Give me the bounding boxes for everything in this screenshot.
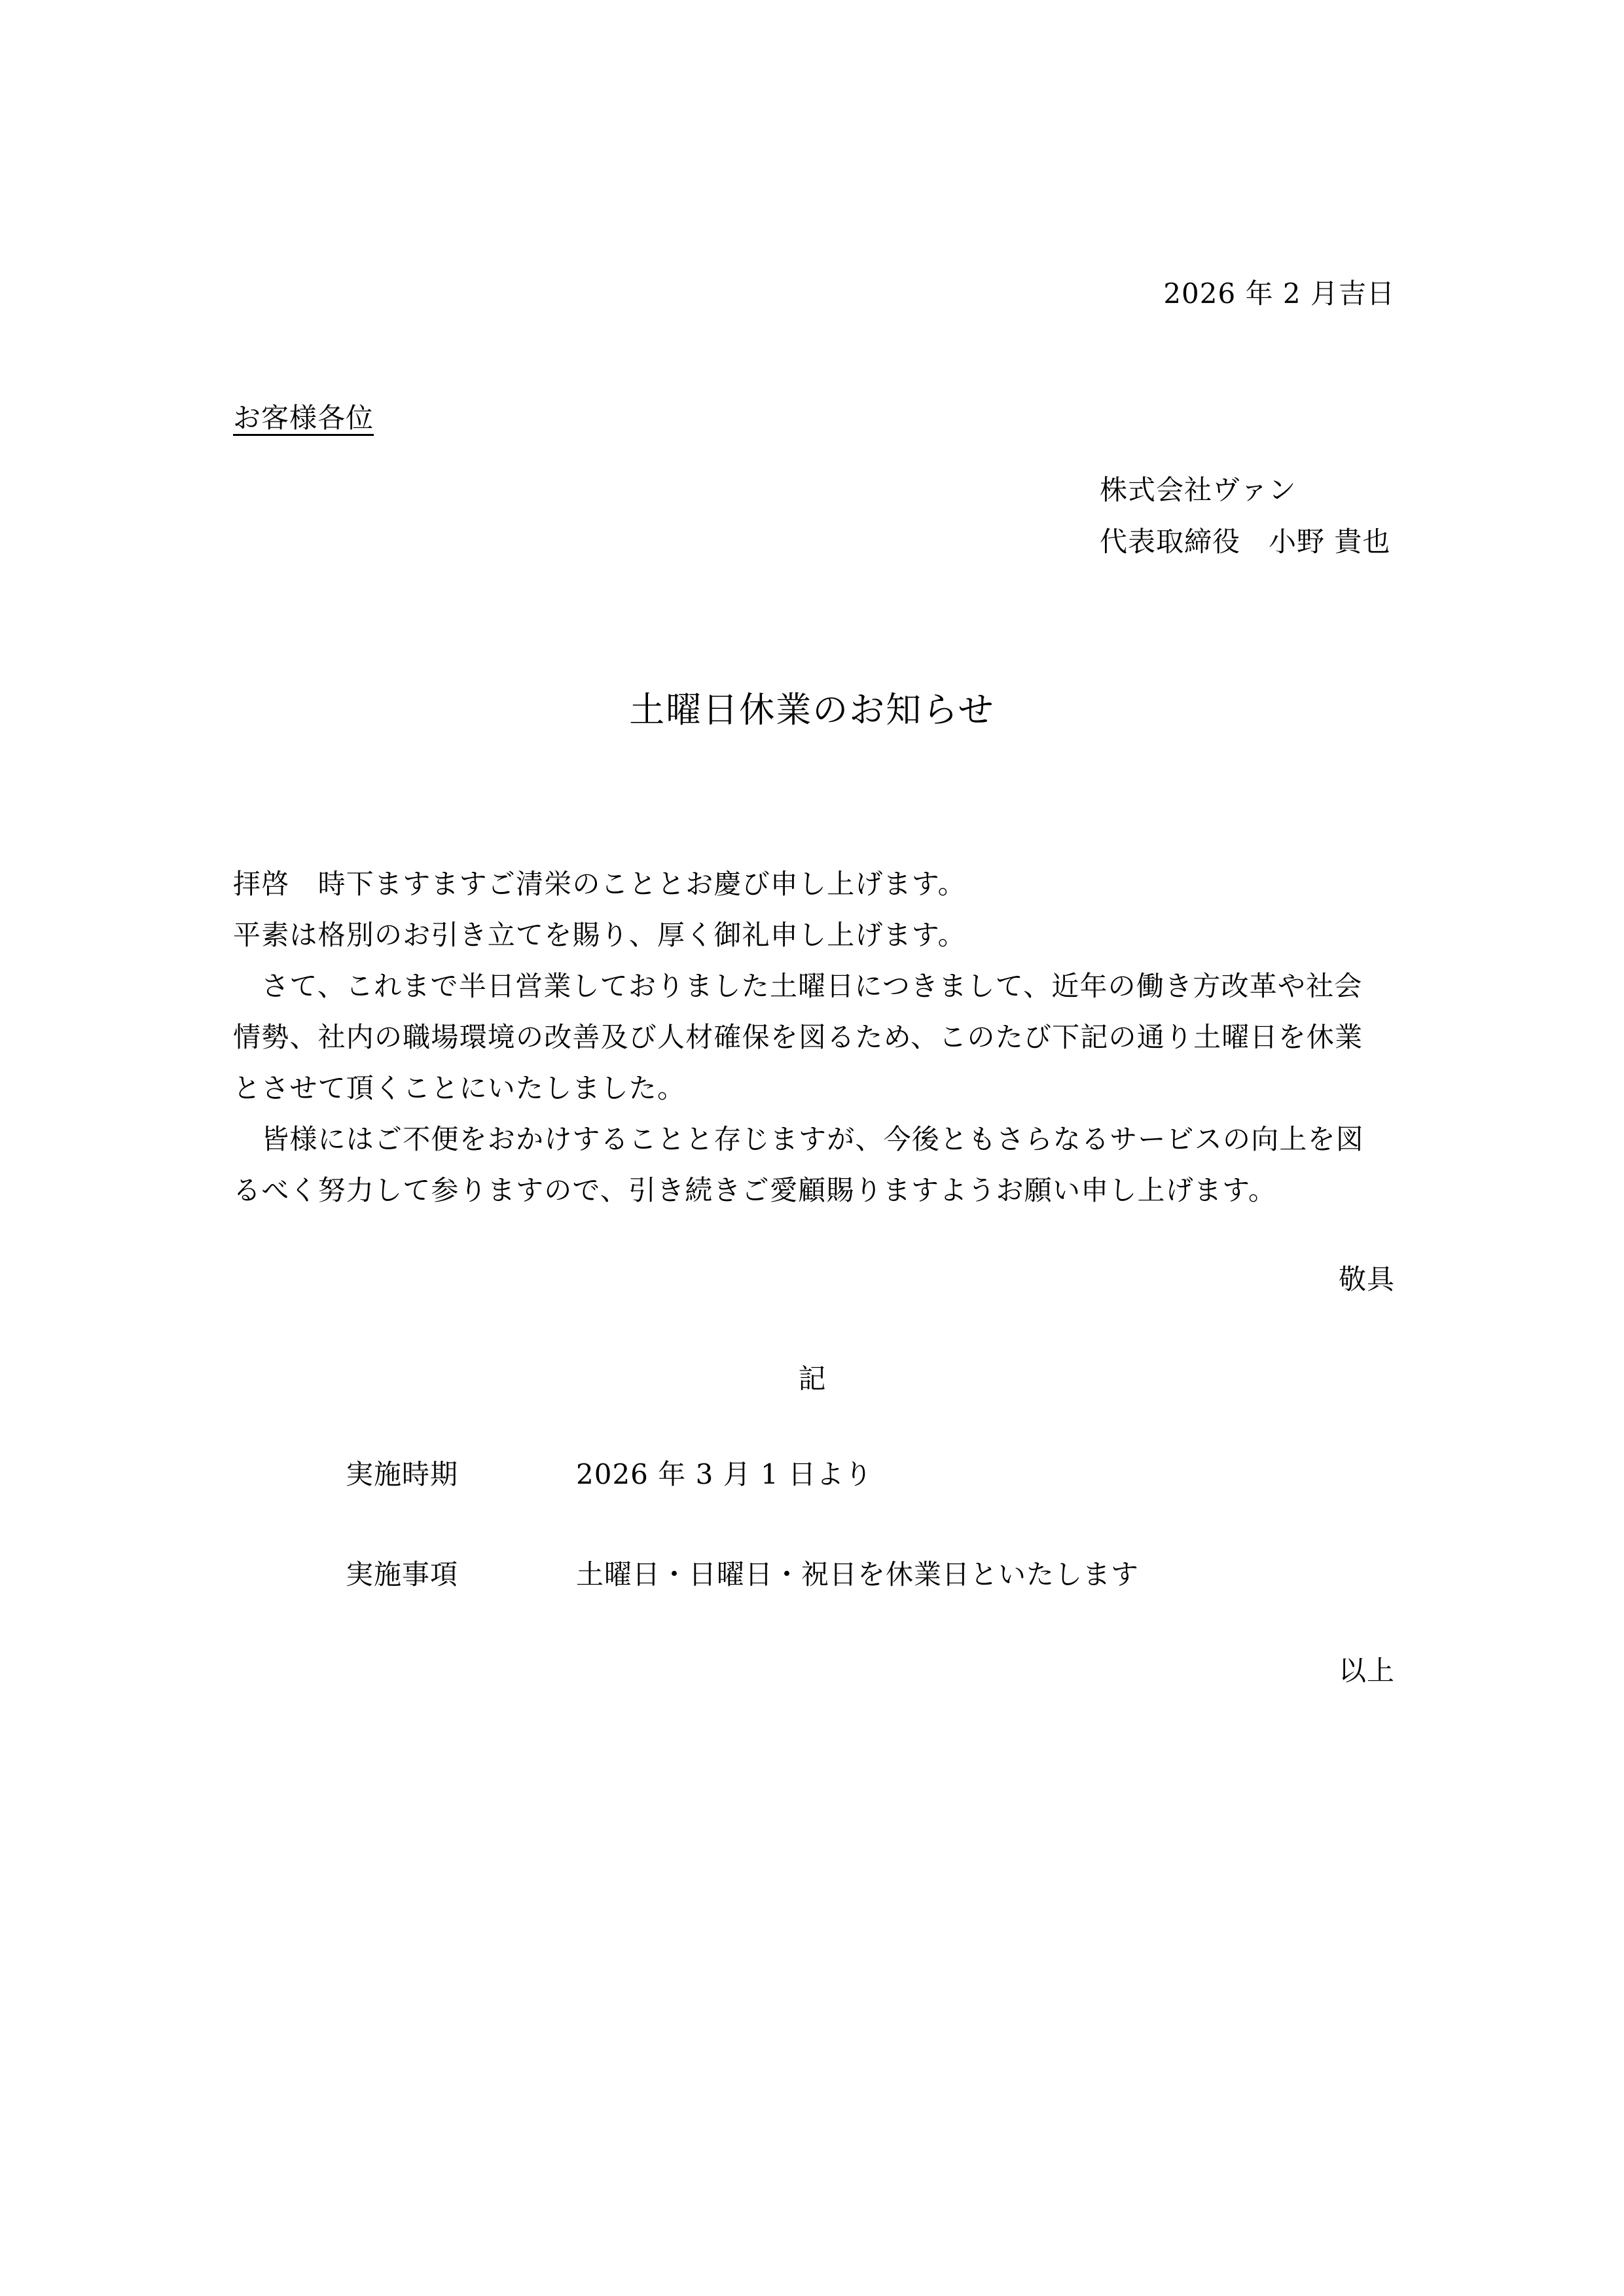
body-line: とさせて頂くことにいたしました。 (233, 1072, 686, 1104)
letter-title: 土曜日休業のお知らせ (629, 689, 995, 730)
body-line: さて、これまで半日営業しておりました土曜日につきまして、近年の働き方改革や社会 (233, 970, 1363, 1002)
ending-ijou: 以上 (1338, 1655, 1395, 1687)
body-line: るべく努力して参りますので、引き続きご愛顧賜りますようお願い申し上げます。 (233, 1174, 1277, 1206)
item-value-details: 土曜日・日曜日・祝日を休業日といたします (576, 1558, 1140, 1590)
body-line: 平素は格別のお引き立てを賜り、厚く御礼申し上げます。 (233, 919, 966, 951)
letter-body (233, 866, 1395, 1223)
body-line: 拝啓 時下ますますご清栄のこととお慶び申し上げます。 (233, 868, 966, 900)
letter-date: 2026 年 2 月吉日 (1163, 278, 1395, 310)
sender-company: 株式会社ヴァン (1100, 474, 1297, 506)
sender-representative: 代表取締役 小野 貴也 (1100, 526, 1391, 558)
item-value-period: 2026 年 3 月 1 日より (576, 1458, 873, 1490)
ki-heading: 記 (798, 1363, 826, 1395)
recipient: お客様各位 (233, 402, 374, 434)
body-line: 皆様にはご不便をおかけすることと存じますが、今後ともさらなるサービスの向上を図 (233, 1123, 1365, 1155)
body-line: 情勢、社内の職場環境の改善及び人材確保を図るため、このたび下記の通り土曜日を休業 (233, 1021, 1363, 1053)
item-label-details: 実施事項 (346, 1558, 459, 1590)
item-label-period: 実施時期 (346, 1458, 459, 1490)
closing-keigu: 敬具 (1338, 1263, 1395, 1295)
